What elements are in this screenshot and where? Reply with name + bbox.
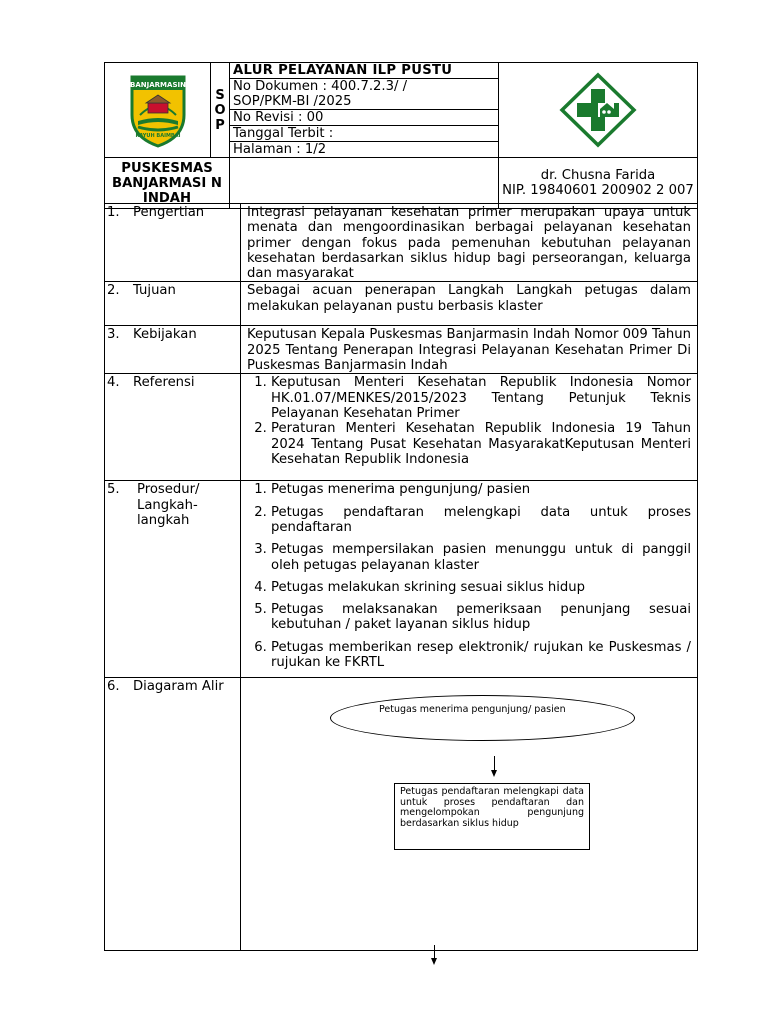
flow-arrow-line (494, 756, 495, 770)
list-item: 5. Petugas melaksanakan pemeriksaan penunjang sesuai kebutuhan / paket layanan siklus hidup (271, 602, 691, 633)
puskesmas-logo-cell (499, 63, 698, 158)
tanggal-terbit-field: Tanggal Terbit : (230, 126, 499, 142)
list-item: 4. Petugas melakukan skrining sesuai siklus hidup (271, 580, 691, 595)
signer-block (499, 158, 698, 209)
list-item: 1. Keputusan Menteri Kesehatan Republik Indonesia Nomor HK.01.07/MENKES/2015/2023 Tentang Petunjuk Teknis Pelayanan Kesehatan Primer (271, 375, 691, 421)
section-referensi: 4. Referensi 1. Keputusan Menteri Kesehatan Republik Indonesia Nomor HK.01.07/MENKES/2015/2023 Tentang Petunjuk Teknis Pelayanan Kesehatan Primer 2. Peraturan Menteri Kesehatan Republik Indonesia 19 Tahun 2024 Tentang Pusat Kesehatan MasyarakatKeputusan Menteri Kesehatan Republik Indonesia (105, 374, 698, 481)
puskesmas-cross-logo-icon (558, 71, 638, 149)
flow-diagram (241, 678, 698, 951)
section-label: Kebijakan (133, 327, 197, 343)
list-item: 3. Petugas mempersilakan pasien menunggu untuk di panggil oleh petugas pelayanan klaster (271, 542, 691, 573)
section-kebijakan: 3. Kebijakan Keputusan Kepala Puskesmas Banjarmasin Indah Nomor 009 Tahun 2025 Tentang Penerapan Integrasi Pelayanan Kesehatan Primer Di Puskesmas Banjarmasin Indah (105, 326, 698, 374)
section-text: Sebagai acuan penerapan Langkah Langkah petugas dalam melakukan pelayanan pustu berbasis klaster (241, 282, 698, 326)
halaman-field: Halaman : 1/2 (230, 142, 499, 158)
list-item: 6. Petugas memberikan resep elektronik/ rujukan ke Puskesmas / rujukan ke FKRTL (271, 640, 691, 671)
section-text: Keputusan Kepala Puskesmas Banjarmasin Indah Nomor 009 Tahun 2025 Tentang Penerapan Integrasi Pelayanan Kesehatan Primer Di Puskesmas Banjarmasin Indah (241, 326, 698, 374)
empty-cell (230, 158, 499, 209)
section-label: Referensi (133, 375, 195, 391)
section-text: Integrasi pelayanan kesehatan primer merupakan upaya untuk menata dan mengoordinasikan berbagai pelayanan kesehatan primer dengan fokus pada pemenuhan kebutuhan pelayanan kesehatan berdasarkan siklus hidup bagi perseorangan, keluarga dan masyarakat (241, 204, 698, 282)
svg-text:KAYUH BAIMBAI: KAYUH BAIMBAI (135, 133, 180, 139)
no-dokumen-field: No Dokumen : 400.7.2.3/ / SOP/PKM-BI /2025 (230, 79, 499, 110)
list-item: 2. Petugas pendaftaran melengkapi data untuk proses pendaftaran (271, 505, 691, 536)
section-pengertian: 1. Pengertian Integrasi pelayanan kesehatan primer merupakan upaya untuk menata dan mengoordinasikan berbagai pelayanan kesehatan primer dengan fokus pada pemenuhan kebutuhan pelayanan kesehatan berdasarkan siklus hidup bagi perseorangan, keluarga dan masyarakat (105, 204, 698, 282)
section-label: Prosedur/ Langkah- langkah (137, 482, 200, 528)
list-item: 2. Peraturan Menteri Kesehatan Republik Indonesia 19 Tahun 2024 Tentang Pusat Kesehatan MasyarakatKeputusan Menteri Kesehatan Republik Indonesia (271, 421, 691, 467)
flow-step-2-box (394, 783, 590, 850)
section-tujuan: 2. Tujuan Sebagai acuan penerapan Langkah Langkah petugas dalam melakukan pelayanan pustu berbasis klaster (105, 282, 698, 326)
sop-header-table (104, 62, 698, 209)
flow-step-1-text: Petugas menerima pengunjung/ pasien (379, 704, 566, 716)
banjarmasin-emblem-icon (126, 71, 190, 149)
continuation-arrow-line (434, 945, 435, 959)
section-diagram: 6. Diagaram Alir Petugas menerima pengunjung/ pasien Petugas pendaftaran melengkapi data untuk proses pendaftaran dan mengelompokan pengunjung berdasarkan siklus hidup (105, 678, 698, 951)
list-item: 1. Petugas menerima pengunjung/ pasien (271, 482, 691, 497)
signer-nip: NIP. 19840601 200902 2 007 (502, 183, 694, 198)
sop-body-table (104, 203, 698, 951)
document-title: ALUR PELAYANAN ILP PUSTU (230, 63, 499, 79)
section-label: Diagaram Alir (133, 679, 224, 695)
section-prosedur: 5. Prosedur/ Langkah- langkah 1. Petugas menerima pengunjung/ pasien 2. Petugas pendaftaran melengkapi data untuk proses pendaftaran 3. Petugas mempersilakan pasien menunggu untuk di panggil oleh petugas pelayanan klaster 4. Petugas melakukan skrining sesuai siklus hidup 5. Petugas melaksanakan pemeriksaan penunjang sesuai kebutuhan / paket layanan siklus hidup 6. Petugas memberikan resep elektronik/ rujukan ke Puskesmas / rujukan ke FKRTL (105, 481, 698, 678)
no-revisi-field: No Revisi : 00 (230, 110, 499, 126)
prosedur-list (247, 482, 691, 670)
section-label: Tujuan (133, 283, 176, 299)
section-label: Pengertian (133, 205, 205, 220)
city-logo-cell (105, 63, 211, 158)
sop-vertical-label: S O P (211, 63, 230, 158)
flow-arrow-head-icon (491, 770, 497, 777)
flow-start-ellipse (330, 695, 635, 741)
svg-text:BANJARMASIN: BANJARMASIN (129, 81, 186, 89)
flow-step-2-text: Petugas pendaftaran melengkapi data untuk proses pendaftaran dan mengelompokan pengunjung berdasarkan siklus hidup (400, 786, 584, 829)
organization-name: PUSKESMAS BANJARMASI N INDAH (105, 158, 230, 209)
referensi-list (247, 375, 691, 467)
continuation-arrow-head-icon (431, 958, 437, 965)
signer-name: dr. Chusna Farida (540, 168, 656, 183)
